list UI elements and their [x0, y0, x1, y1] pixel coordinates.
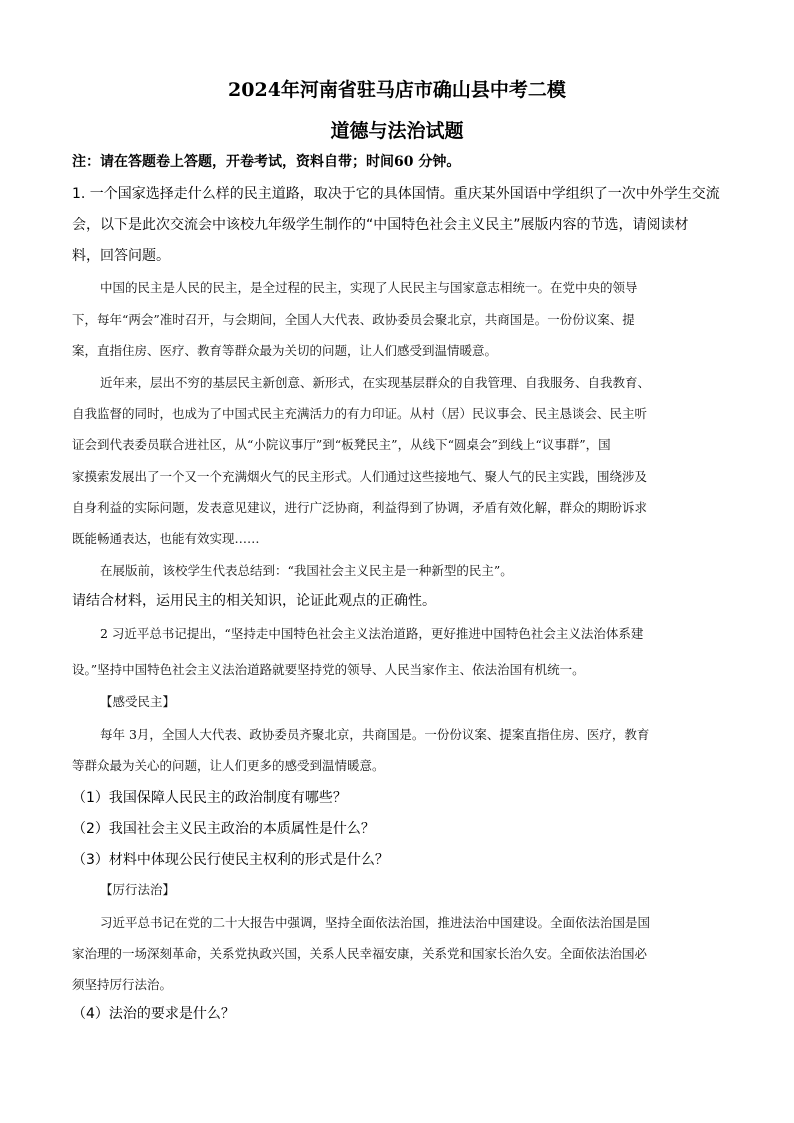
q1-material-line: 案，直指住房、医疗、教育等群众最为关切的问题，让人们感受到温情暖意。 — [72, 343, 498, 358]
q1-intro-line: 1. 一个国家选择走什么样的民主道路，取决于它的具体国情。重庆某外国语中学组织了一次中外学生交流 — [72, 186, 720, 202]
q1-material-line: 下，每年“两会”准时召开，与会期间，全国人大代表、政协委员会聚北京，共商国是。一份份议案、提 — [72, 312, 635, 327]
q1-material-line: 近年来，层出不穷的基层民主新创意、新形式，在实现基层群众的自我管理、自我服务、自我教育、 — [100, 375, 651, 390]
q1-material-line: 中国的民主是人民的民主，是全过程的民主，实现了人民民主与国家意志相统一。在党中央的领导 — [100, 280, 638, 295]
section-text-line: 每年 3月，全国人大代表、政协委员齐聚北京，共商国是。一份份议案、提案直指住房、医疗，教育 — [100, 727, 650, 742]
exam-title: 2024年河南省驻马店市确山县中考二模 — [228, 79, 566, 101]
sub-question-3: （3）材料中体现公民行使民主权利的形式是什么？ — [72, 852, 389, 868]
q1-intro-line: 会，以下是此次交流会中该校九年级学生制作的“中国特色社会主义民主”展版内容的节选，请阅读材 — [72, 217, 689, 233]
q1-material-line: 在展版前，该校学生代表总结到：“我国社会主义民主是一种新型的民主”。 — [100, 563, 513, 578]
q2-intro-line: 设。”坚持中国特色社会主义法治道路就要坚持党的领导、人民当家作主、依法治国有机统一。 — [72, 662, 585, 677]
exam-note: 注：请在答题卷上答题，开卷考试，资料自带；时间60 分钟。 — [72, 154, 461, 170]
q1-material-line: 自我监督的同时，也成为了中国式民主充满活力的有力印证。从村（居）民议事会、民主恳谈会、民主听 — [72, 406, 648, 421]
q1-material-line: 既能畅通表达，也能有效实现…… — [72, 531, 260, 546]
exam-subtitle: 道德与法治试题 — [330, 120, 464, 142]
section-text-line: 等群众最为关心的问题，让人们更多的感受到温情暖意。 — [72, 758, 385, 773]
q1-material-line: 证会到代表委员联合进社区，从“小院议事厅”到“板凳民主”，从线下“圆桌会”到线上“议事群”，国 — [72, 437, 611, 452]
q2-intro-line: 2 习近平总书记提出，“坚持走中国特色社会主义法治道路，更好推进中国特色社会主义法治体系建 — [100, 626, 644, 641]
section-heading-democracy: 【感受民主】 — [100, 694, 176, 709]
section-text-line: 须坚持厉行法治。 — [72, 977, 173, 992]
section-heading-rule-of-law: 【厉行法治】 — [100, 882, 176, 897]
sub-question-1: （1）我国保障人民民主的政治制度有哪些？ — [72, 790, 347, 806]
section-text-line: 家治理的一场深刻革命，关系党执政兴国，关系人民幸福安康，关系党和国家长治久安。全面依法治国必 — [72, 946, 648, 961]
q1-material-line: 家摸索发展出了一个又一个充满烟火气的民主形式。人们通过这些接地气、聚人气的民主实践，围绕涉及 — [72, 469, 648, 484]
q1-material-line: 自身利益的实际问题，发表意见建议，进行广泛协商，利益得到了协调，矛盾有效化解，群众的期盼诉求 — [72, 500, 648, 515]
section-text-line: 习近平总书记在党的二十大报告中强调，坚持全面依法治国，推进法治中国建设。全面依法治国是国 — [100, 915, 651, 930]
sub-question-4: （4）法治的要求是什么？ — [72, 1006, 235, 1022]
q1-intro-line: 料，回答问题。 — [72, 248, 170, 264]
sub-question-2: （2）我国社会主义民主政治的本质属性是什么？ — [72, 821, 375, 837]
q1-question: 请结合材料，运用民主的相关知识，论证此观点的正确性。 — [72, 593, 436, 609]
